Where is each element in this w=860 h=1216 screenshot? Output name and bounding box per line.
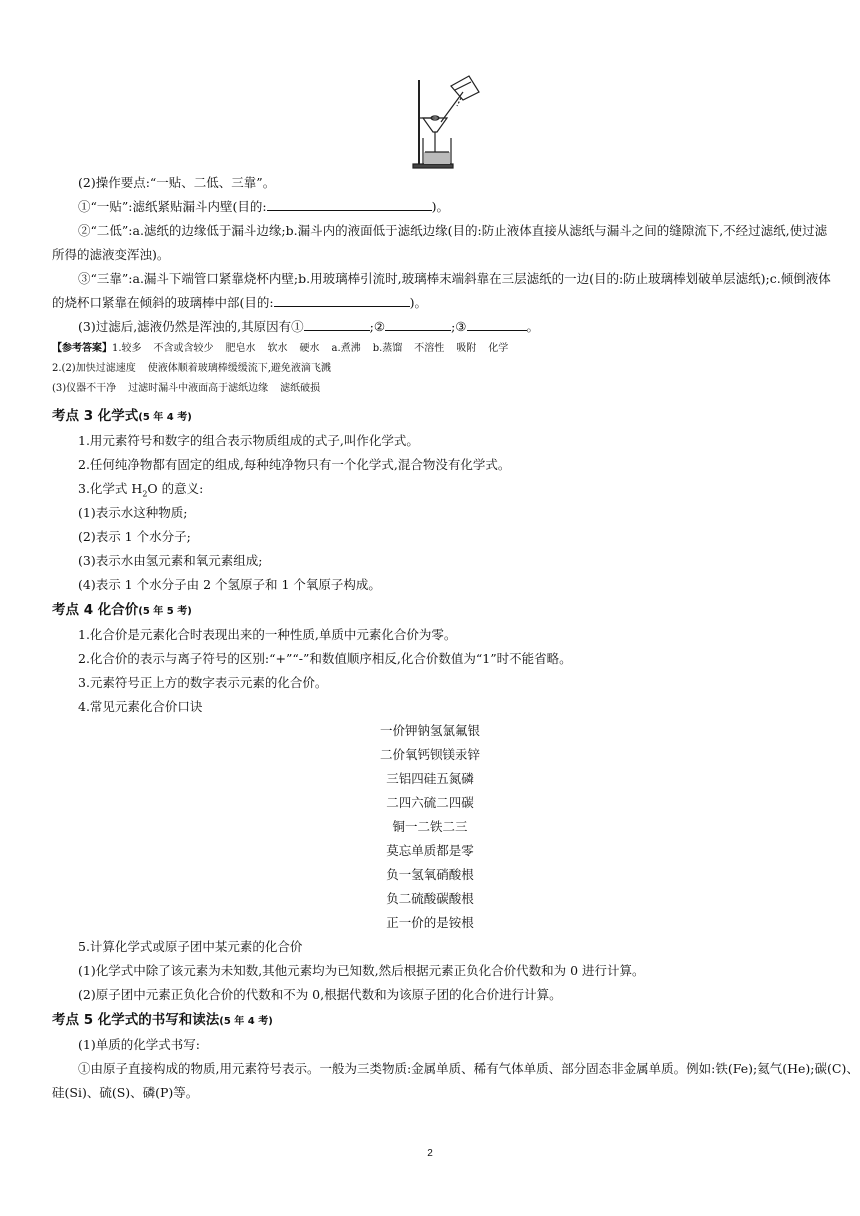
answer-blank[interactable]: [274, 292, 410, 307]
section-title: 考点 3 化学式: [52, 408, 139, 424]
yi-tie-text: ①“一贴”:滤纸紧贴漏斗内壁(目的:: [78, 199, 267, 214]
rhyme-line: 一价钾钠氢氯氟银: [379, 723, 480, 738]
item3-line: [52, 315, 810, 339]
rhyme-line: 铜一二铁二三: [392, 819, 468, 834]
paragraph: 2.化合价的表示与离子符号的区别:“+”“-”和数值顺序相反,化合价数值为“1”时不能省略。: [78, 651, 572, 666]
subscript: 2: [142, 489, 148, 499]
item3-sep2: ;②: [369, 319, 386, 334]
answer-item: (3)仪器不干净: [52, 383, 117, 394]
rhyme-line: 正一价的是铵根: [386, 915, 474, 930]
rhyme-line: 负一氢氧硝酸根: [386, 867, 474, 882]
item3-end: 。: [526, 319, 540, 334]
paragraph: 4.常见元素化合价口诀: [78, 699, 203, 714]
text: O 的意义:: [147, 481, 204, 496]
paragraph: (1)单质的化学式书写:: [78, 1037, 200, 1052]
text: 3.化学式 H: [78, 481, 143, 496]
rhyme-line: 负二硫酸碳酸根: [386, 891, 474, 906]
list-item: (2)表示 1 个水分子;: [78, 529, 191, 544]
paragraph: (1)化学式中除了该元素为未知数,其他元素均为已知数,然后根据元素正负化合价代数和为 0 进行计算。: [78, 963, 645, 978]
section-heading-kaodian5: [52, 1008, 273, 1034]
paragraph: 1.用元素符号和数字的组合表示物质组成的式子,叫作化学式。: [78, 433, 419, 448]
item3-text: (3)过滤后,滤液仍然是浑浊的,其原因有①: [78, 319, 304, 334]
answers-line2: [52, 361, 331, 377]
answer-item: 肥皂水: [225, 343, 256, 354]
san-kao-end: )。: [409, 295, 427, 310]
yi-tie-line: [52, 195, 810, 219]
answers-line3: [52, 381, 320, 397]
paragraph: 硅(Si)、硫(S)、磷(P)等。: [52, 1085, 199, 1100]
answer-item: 软水: [267, 343, 288, 354]
answer-item: b.蒸馏: [372, 343, 403, 354]
section-heading-kaodian3: [52, 404, 192, 430]
section-title: 考点 5 化学式的书写和读法: [52, 1012, 220, 1028]
answer-item: 过滤时漏斗中液面高于滤纸边缘: [128, 383, 269, 394]
item2-title: (2)操作要点:“一贴、二低、三靠”。: [78, 175, 276, 190]
section-frequency: (5 年 4 考): [138, 412, 192, 423]
answer-item: 化学: [488, 343, 509, 354]
answer-item: 不溶性: [414, 343, 445, 354]
answers-label: 【参考答案】: [52, 343, 112, 354]
paragraph: (2)原子团中元素正负化合价的代数和不为 0,根据代数和为该原子团的化合价进行计算。: [78, 987, 562, 1002]
list-item: (3)表示水由氢元素和氧元素组成;: [78, 553, 263, 568]
san-kao-line2: [52, 291, 810, 315]
section-title: 考点 4 化合价: [52, 602, 139, 618]
rhyme-line: 二四六硫二四碳: [386, 795, 474, 810]
san-kao-text: 的烧杯口紧靠在倾斜的玻璃棒中部(目的:: [52, 295, 274, 310]
answer-blank[interactable]: [267, 196, 432, 211]
answer-item: a.煮沸: [331, 343, 361, 354]
answer-blank-3[interactable]: [467, 316, 527, 331]
san-kao-line1: ③“三靠”:a.漏斗下端管口紧靠烧杯内壁;b.用玻璃棒引流时,玻璃棒末端斜靠在三层滤纸的一边(目的:防止玻璃棒划破单层滤纸);c.倾倒液体: [78, 271, 831, 286]
answers-line1: [52, 341, 508, 357]
list-item: (1)表示水这种物质;: [78, 505, 188, 520]
answer-blank-2[interactable]: [385, 316, 451, 331]
yi-tie-end: )。: [431, 199, 449, 214]
section-frequency: (5 年 5 考): [138, 606, 192, 617]
section-heading-kaodian4: [52, 598, 192, 624]
paragraph: 1.化合价是元素化合时表现出来的一种性质,单质中元素化合价为零。: [78, 627, 457, 642]
answer-item: 2.(2)加快过滤速度: [52, 363, 136, 374]
paragraph: 5.计算化学式或原子团中某元素的化合价: [78, 939, 303, 954]
list-item: (4)表示 1 个水分子由 2 个氢原子和 1 个氧原子构成。: [78, 577, 381, 592]
section-frequency: (5 年 4 考): [219, 1016, 273, 1027]
item3-sep3: ;③: [451, 319, 467, 334]
filtration-apparatus-figure: [405, 72, 485, 172]
answer-blank-1[interactable]: [304, 316, 370, 331]
answer-item: 使液体顺着玻璃棒缓缓流下,避免液滴飞溅: [147, 363, 331, 374]
page-number: 2: [427, 1148, 433, 1159]
rhyme-line: 莫忘单质都是零: [386, 843, 474, 858]
rhyme-line: 三铝四硅五氮磷: [386, 771, 474, 786]
paragraph: ①由原子直接构成的物质,用元素符号表示。一般为三类物质:金属单质、稀有气体单质、部分固态非金属单质。例如:铁(Fe);氦气(He);碳(C)、: [78, 1061, 859, 1076]
paragraph: 2.任何纯净物都有固定的组成,每种纯净物只有一个化学式,混合物没有化学式。: [78, 457, 511, 472]
er-di-line1: ②“二低”:a.滤纸的边缘低于漏斗边缘;b.漏斗内的液面低于滤纸边缘(目的:防止液体直接从滤纸与漏斗之间的缝隙流下,不经过滤纸,使过滤: [78, 223, 828, 238]
paragraph: 3.元素符号正上方的数字表示元素的化合价。: [78, 675, 328, 690]
er-di-line2: 所得的滤液变浑浊)。: [52, 247, 170, 262]
answer-item: 1.较多: [112, 343, 142, 354]
rhyme-line: 二价氧钙钡镁汞锌: [379, 747, 480, 762]
answer-item: 滤纸破损: [280, 383, 321, 394]
answer-item: 硬水: [299, 343, 320, 354]
answer-item: 不含或含较少: [153, 343, 214, 354]
answer-item: 吸附: [456, 343, 477, 354]
